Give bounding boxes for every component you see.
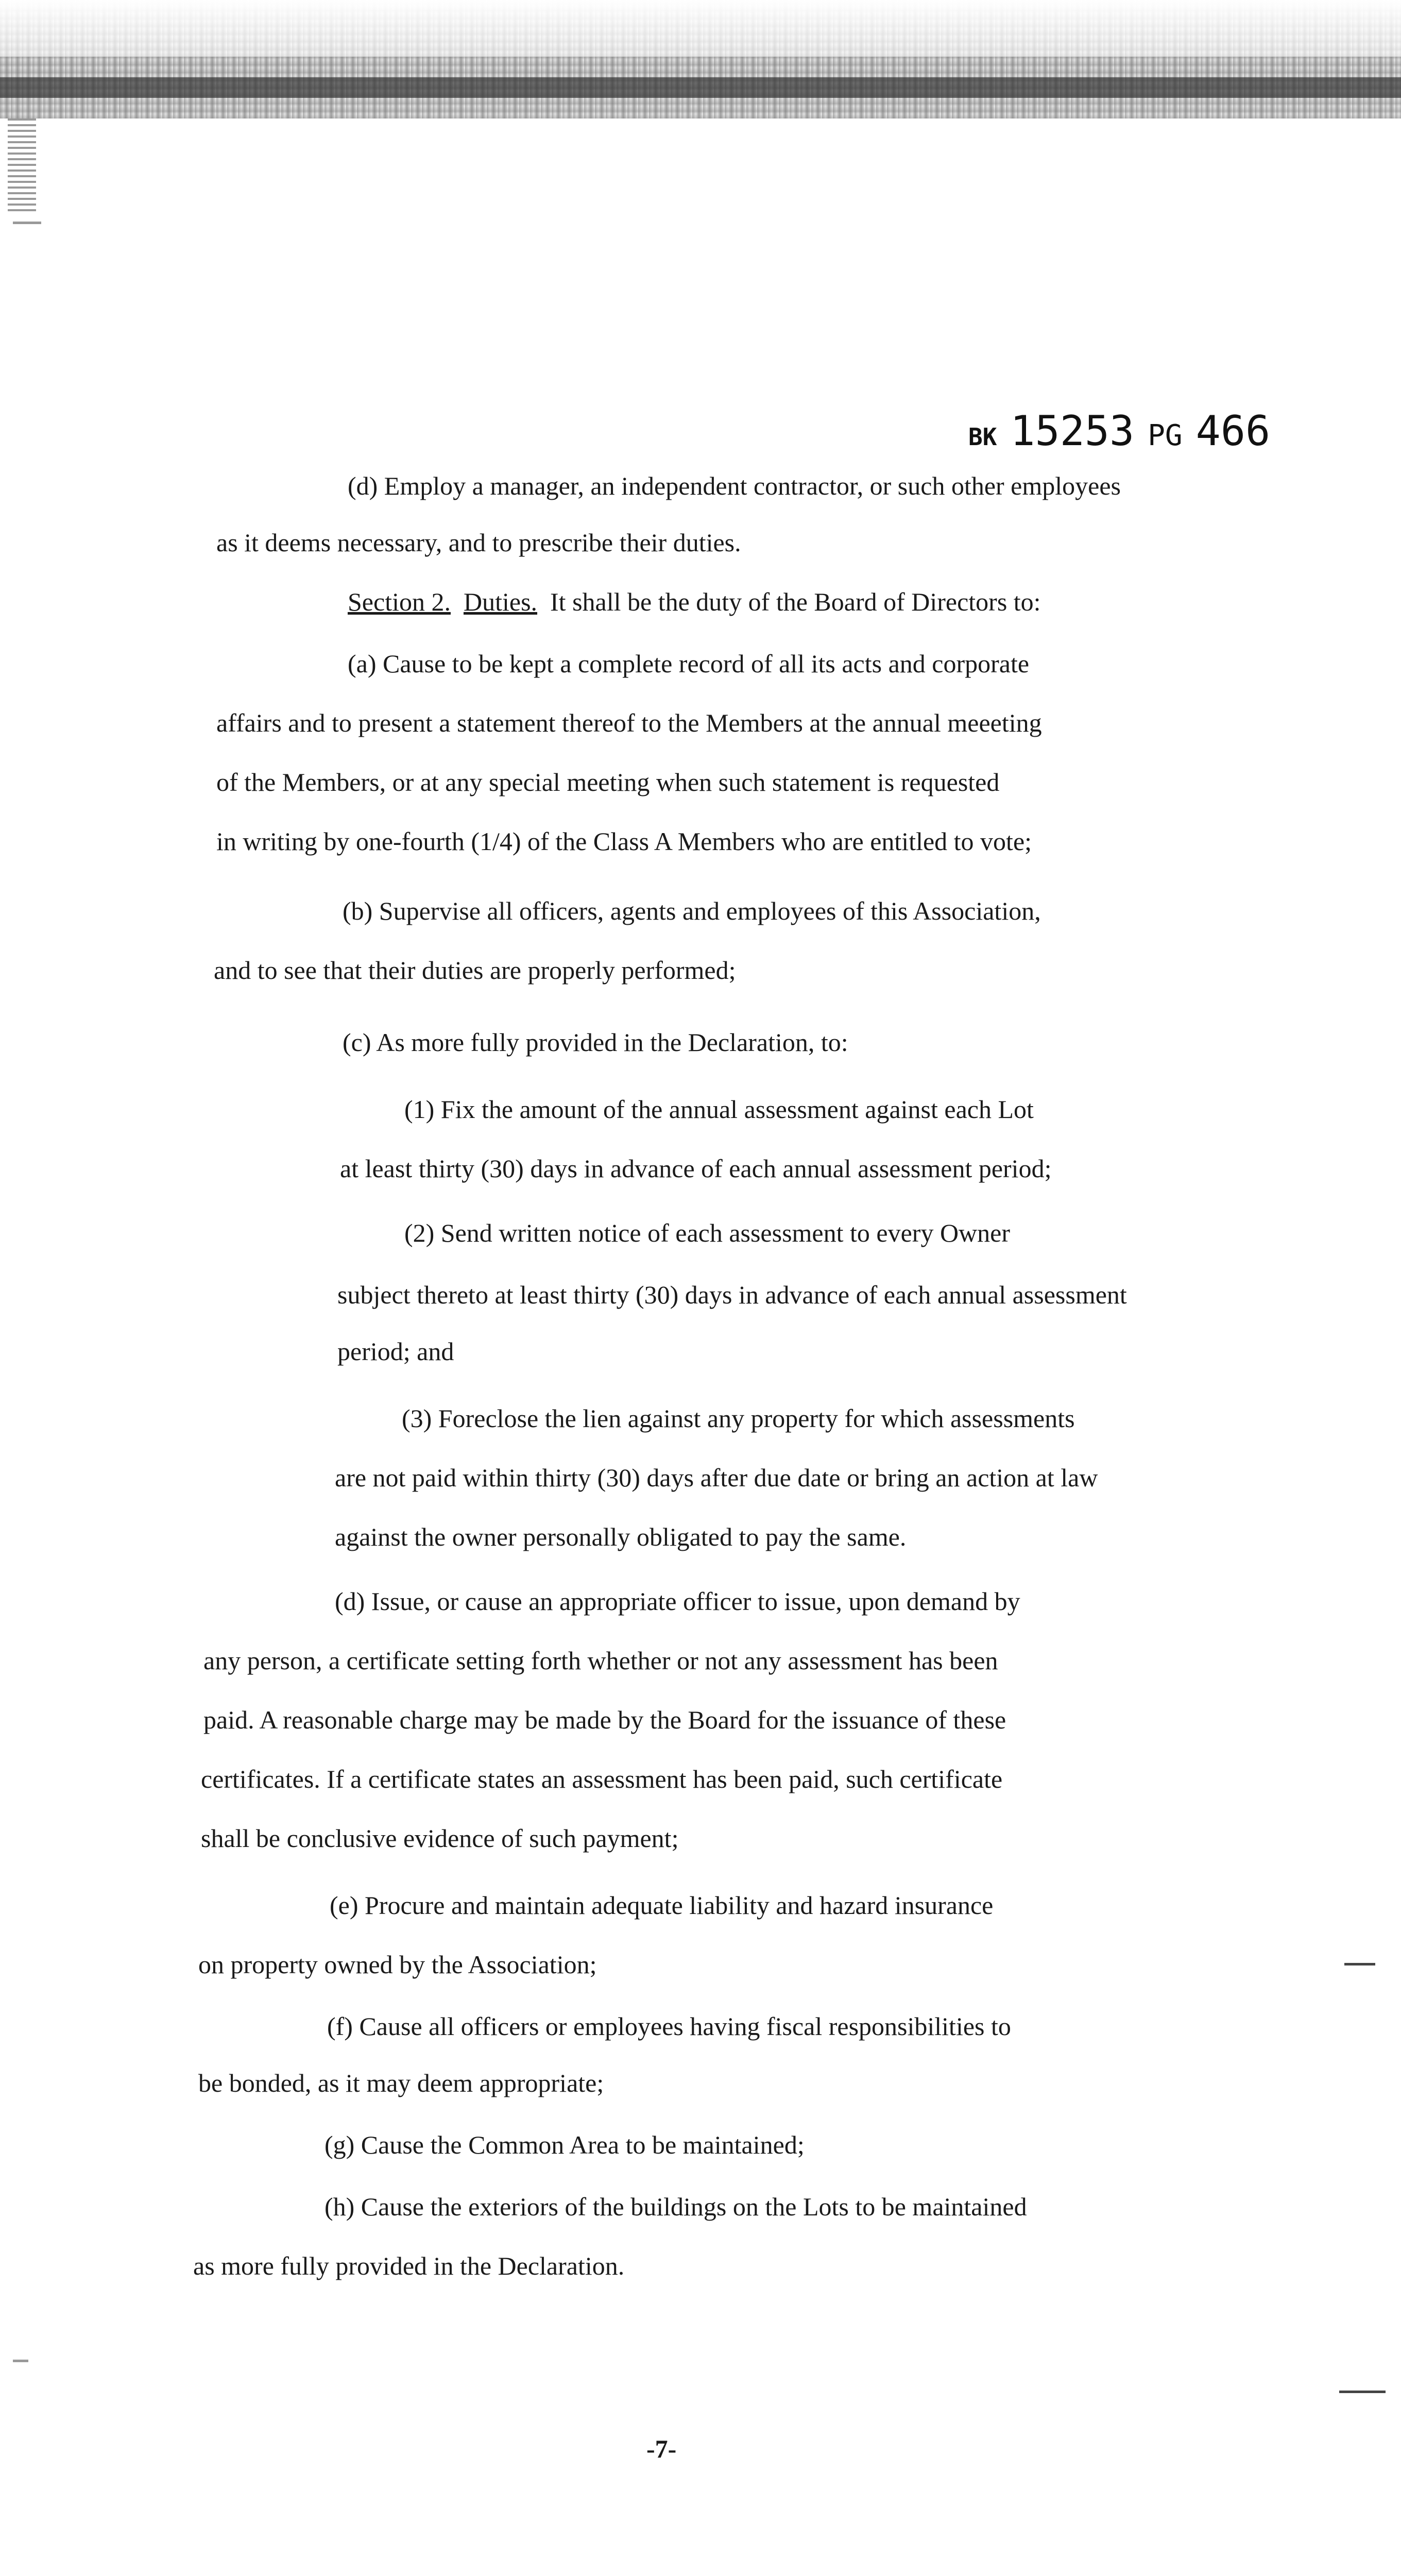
stamp-page-number: 466 [1195, 407, 1271, 455]
text-line: on property owned by the Association; [198, 1950, 597, 1979]
book-page-stamp [968, 407, 1270, 464]
text-line: (d) Issue, or cause an appropriate officer to issue, upon demand by [335, 1587, 1020, 1616]
text-line: at least thirty (30) days in advance of each annual assessment period; [340, 1154, 1052, 1183]
text-line: be bonded, as it may deem appropriate; [198, 2069, 604, 2097]
section-title: Duties. [463, 587, 538, 616]
text-line: (b) Supervise all officers, agents and employees of this Association, [343, 896, 1041, 925]
text-line: (f) Cause all officers or employees having fiscal responsibilities to [327, 2012, 1011, 2041]
scan-noise-fade [0, 0, 1401, 57]
text-line: (a) Cause to be kept a complete record of all its acts and corporate [348, 649, 1030, 678]
text-line: as it deems necessary, and to prescribe their duties. [216, 528, 741, 557]
text-line: paid. A reasonable charge may be made by the Board for the issuance of these [203, 1705, 1006, 1734]
text-line: affairs and to present a statement thereof to the Members at the annual meeeting [216, 708, 1042, 737]
text-line: certificates. If a certificate states an assessment has been paid, such certificate [201, 1765, 1003, 1793]
text-line: and to see that their duties are properly performed; [214, 956, 736, 985]
scan-right-margin-mark [1339, 2391, 1386, 2393]
text-line: against the owner personally obligated to pay the same. [335, 1522, 907, 1551]
text-line: (c) As more fully provided in the Declaration, to: [343, 1028, 848, 1057]
text-line: any person, a certificate setting forth whether or not any assessment has been [203, 1646, 998, 1675]
text-line: are not paid within thirty (30) days after due date or bring an action at law [335, 1463, 1098, 1492]
scan-left-margin-tick [13, 222, 41, 224]
text-line: of the Members, or at any special meeting when such statement is requested [216, 768, 1000, 796]
text-line: (2) Send written notice of each assessment to every Owner [404, 1218, 1011, 1247]
text-line: as more fully provided in the Declaration. [193, 2251, 625, 2280]
section-intro: It shall be the duty of the Board of Directors to: [550, 587, 1041, 616]
stamp-prefix: BK [968, 423, 997, 451]
page-number: -7- [646, 2434, 677, 2463]
scan-left-margin-tick [13, 2360, 28, 2362]
text-line: (h) Cause the exteriors of the buildings on the Lots to be maintained [324, 2192, 1027, 2221]
stamp-book-number: 15253 [1010, 407, 1135, 455]
text-line: shall be conclusive evidence of such payment; [201, 1824, 679, 1853]
text-line: (e) Procure and maintain adequate liability and hazard insurance [330, 1891, 994, 1920]
text-line: period; and [337, 1337, 454, 1366]
stamp-separator: PG [1148, 419, 1183, 452]
section-number: Section 2. [348, 587, 451, 616]
scan-noise-top-line [0, 77, 1401, 98]
scan-right-margin-mark [1344, 1963, 1375, 1965]
section-heading-line [348, 585, 1041, 619]
text-line: subject thereto at least thirty (30) days in advance of each annual assessment [337, 1280, 1127, 1309]
scan-left-margin-strip [8, 118, 36, 211]
text-line: in writing by one-fourth (1/4) of the Class A Members who are entitled to vote; [216, 827, 1032, 856]
text-line: (3) Foreclose the lien against any property for which assessments [402, 1404, 1075, 1433]
text-line: (1) Fix the amount of the annual assessment against each Lot [404, 1095, 1034, 1124]
text-line: (d) Employ a manager, an independent contractor, or such other employees [348, 471, 1121, 500]
text-line: (g) Cause the Common Area to be maintained; [324, 2130, 805, 2159]
